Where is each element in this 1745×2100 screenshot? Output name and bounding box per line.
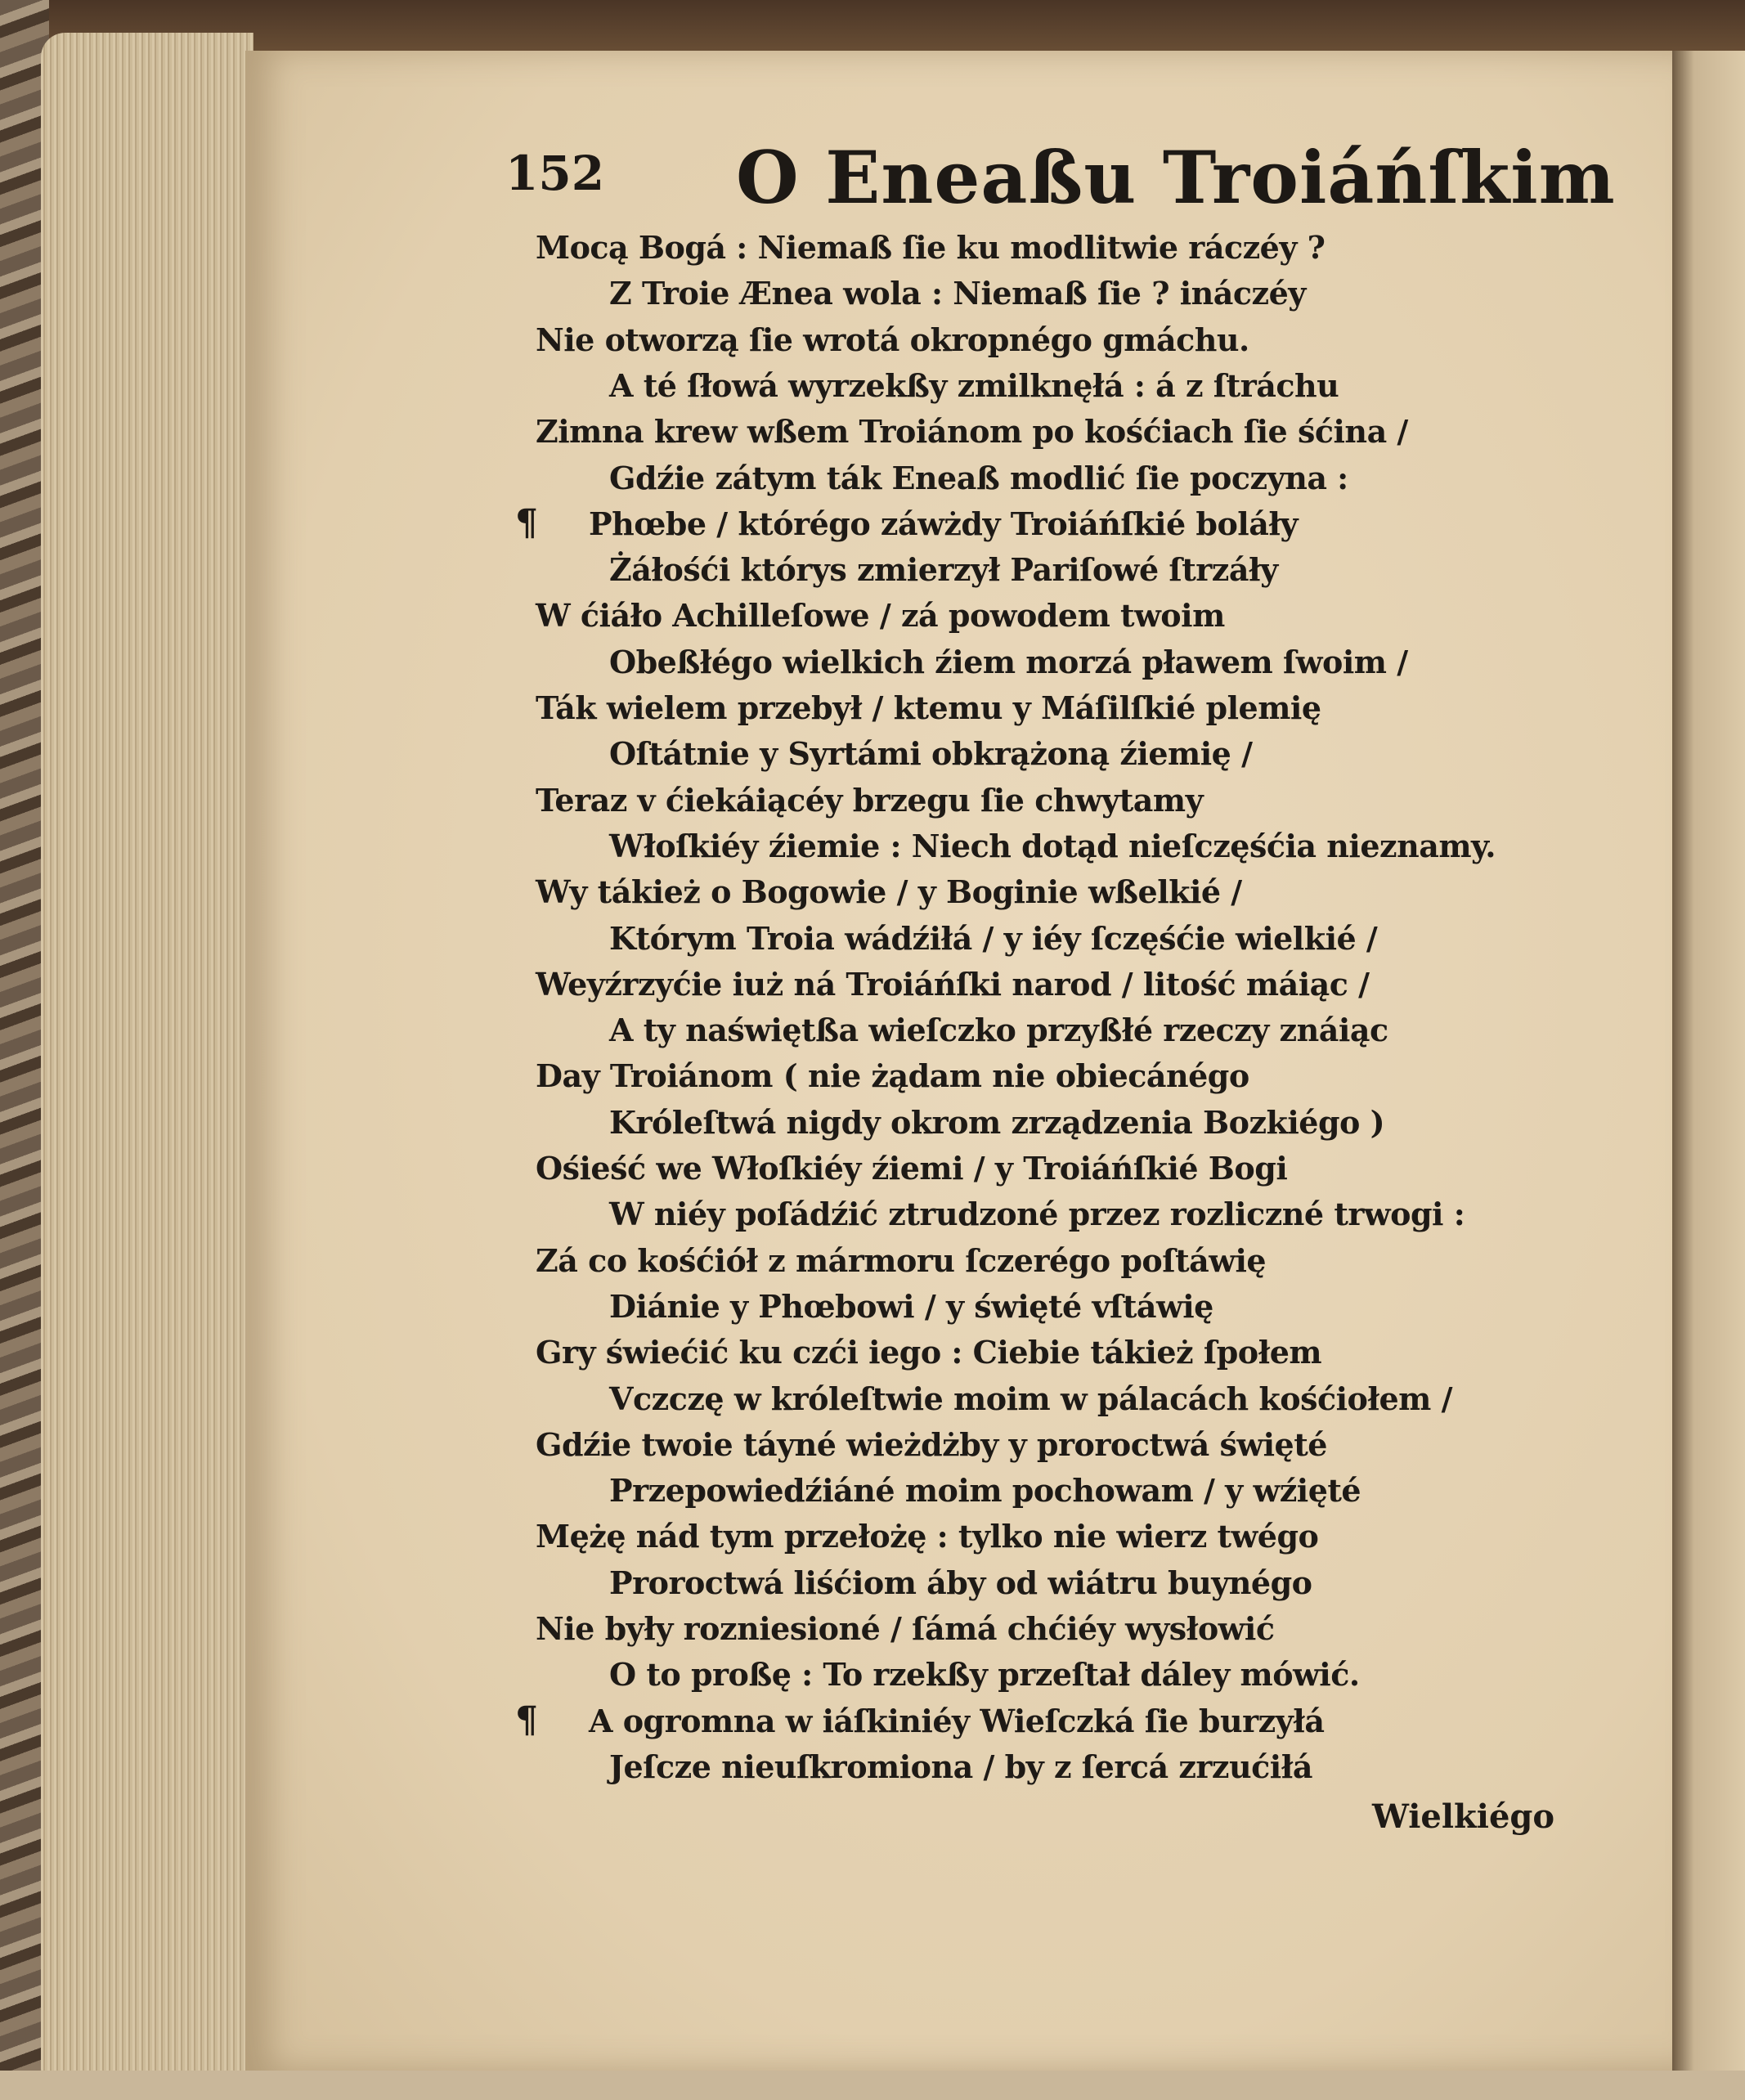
verse-line: Mocą Bogá : Niemaß ſie ku modlitwie ráczéy ? [536, 229, 1326, 266]
verse-line: Gdźie zátym ták Eneaß modlić ſie poczyna : [609, 459, 1348, 496]
verse-line: Nie otworzą ſie wrotá okropnégo gmáchu. [536, 321, 1249, 358]
verse-line: Weyźrzyćie iuż ná Troiáńſki narod / litość máiąc / [536, 965, 1370, 1003]
verse-line: Day Troiánom ( nie żądam nie obiecánégo [536, 1057, 1249, 1095]
verse-line: Włoſkiéy źiemie : Niech dotąd nieſczęśćia nieznamy. [609, 827, 1496, 864]
verse-line: Oſtátnie y Syrtámi obkrążoną źiemię / [609, 735, 1253, 773]
verse-line: Ośieść we Włoſkiéy źiemi / y Troiáńſkié Bogi [536, 1150, 1288, 1187]
page-stack-edges [41, 33, 253, 2077]
verse-line: Teraz v ćiekáiącéy brzegu ſie chwytamy [536, 781, 1204, 819]
verse-line: Vczczę w króleſtwie moim w pálacách kośćiołem / [609, 1380, 1452, 1417]
verse-line: Zimna krew wßem Troiánom po kośćiach ſie śćina / [536, 413, 1408, 451]
verse-line: Ták wielem przebył / ktemu y Máſilſkié plemię [536, 689, 1321, 726]
verse-line: Diánie y Phœbowi / y święté vſtáwię [609, 1287, 1213, 1325]
facing-page-edge [1672, 51, 1745, 2071]
verse-line: Obeßłégo wielkich źiem morzá pławem ſwoim / [609, 643, 1408, 680]
background-bottom [0, 2071, 1745, 2100]
verse-line: Proroctwá liśćiom áby od wiátru buynégo [609, 1564, 1312, 1601]
catchword: Wielkiégo [1372, 1797, 1555, 1836]
verse-line: A té ſłowá wyrzekßy zmilknęłá : á z ſtráchu [609, 366, 1339, 404]
verse-line: Gry świećić ku czći iego : Ciebie tákież ſpołem [536, 1334, 1322, 1371]
verse-line: Którym Troia wádźiłá / y iéy ſczęśćie wielkié / [609, 919, 1378, 957]
verse-line: O to proßę : To rzekßy przeſtał dáley mówić. [609, 1656, 1360, 1694]
verse-line: A ogromna w iáſkiniéy Wieſczká ſie burzyłá [589, 1702, 1325, 1739]
paragraph-mark-icon: ¶ [515, 501, 538, 544]
verse-line: Mężę nád tym przełożę : tylko nie wierz twégo [536, 1518, 1319, 1555]
verse-line: Przepowiedźiáné moim pochowam / y wźięté [609, 1472, 1361, 1510]
paragraph-mark-icon: ¶ [515, 1698, 538, 1741]
running-title: O Eneaßu Troiáńſkim [736, 135, 1616, 220]
verse-line: Phœbe / którégo záwżdy Troiáńſkié boláły [589, 505, 1299, 542]
verse-line: Jeſcze nieuſkromiona / by z ſercá zrzućiłá [609, 1748, 1312, 1785]
verse-line: A ty naświętßa wieſczko przyßłé rzeczy znáiąc [609, 1012, 1388, 1049]
verse-line: Zá co kośćiół z mármoru ſczerégo poſtáwię [536, 1241, 1267, 1279]
verse-line: W ćiáło Achilleſowe / zá powodem twoim [536, 597, 1225, 635]
verse-line: W niéy poſádźić ztrudzoné przez rozliczné trwogi : [609, 1196, 1465, 1233]
verse-line: Nie były rozniesioné / ſámá chćiéy wysłowić [536, 1610, 1275, 1647]
verse-line: Wy tákież o Bogowie / y Boginie wßelkié / [536, 873, 1242, 911]
verse-line: Żáłośći którys zmierzył Pariſowé ſtrzáły [609, 551, 1278, 589]
verse-line: Króleſtwá nigdy okrom zrządzenia Bozkiégo ) [609, 1103, 1385, 1141]
page-number: 152 [505, 146, 605, 201]
background-top [0, 0, 1745, 57]
verse-line: Z Troie Ænea wola : Niemaß ſie ? ináczéy [609, 275, 1306, 312]
verse-line: Gdźie twoie táyné wieżdżby y proroctwá święté [536, 1425, 1327, 1463]
